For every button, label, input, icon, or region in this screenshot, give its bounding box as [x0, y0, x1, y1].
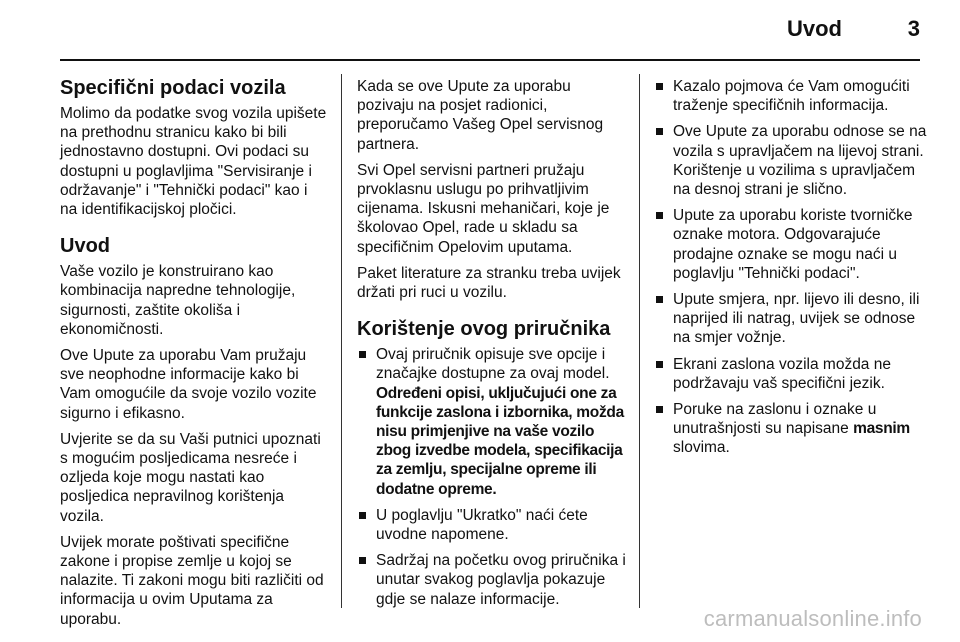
list-item-text: Ovaj priručnik opisuje sve opcije i značajke dostupne za ovaj model.	[376, 346, 610, 383]
list-item	[357, 551, 629, 609]
bullet-list	[654, 77, 929, 458]
watermark: carmanualsonline.info	[703, 606, 922, 631]
list-item	[654, 400, 929, 458]
paragraph: Uvijek morate poštivati specifične zakone i propise zemlje u kojoj se nalazite. Ti zakoni mogu biti različiti od informacija u ovim Uputama za uporabu.	[60, 533, 324, 628]
bullet-list	[357, 345, 629, 609]
bullet-square-icon	[656, 83, 663, 90]
list-item-bold-text: Određeni opisi, uključujući one za funkcije zaslona i izbornika, možda nisu primjenjive na vaše vozilo zbog izvedbe modela, specifikacija za zemlju, specijalne opreme ili dodatne opreme.	[376, 384, 624, 498]
column-3	[654, 77, 929, 465]
bullet-square-icon	[359, 351, 366, 358]
bullet-square-icon	[656, 361, 663, 368]
list-item	[654, 290, 929, 348]
list-item-text-end: slovima.	[673, 439, 730, 457]
paragraph: Vaše vozilo je konstruirano kao kombinacija napredne tehnologije, sigurnosti, zaštite okoliša i ekonomičnosti.	[60, 263, 296, 338]
paragraph: Ove Upute za uporabu Vam pružaju sve neophodne informacije kako bi Vam omogućile da svoje vozilo vozite sigurno i efikasno.	[60, 347, 317, 422]
header-rule	[60, 59, 920, 61]
column-divider-1	[341, 74, 342, 608]
list-item-text: Kazalo pojmova će Vam omogućiti traženje specifičnih informacija.	[673, 78, 910, 115]
list-item-text: U poglavlju "Ukratko" naći ćete uvodne napomene.	[376, 506, 588, 544]
list-item	[357, 345, 629, 499]
column-1	[60, 77, 328, 636]
list-item-bold-text: masnim	[853, 420, 910, 438]
paragraph: Kada se ove Upute za uporabu pozivaju na posjet radionici, preporučamo Vašeg Opel servisnog partnera.	[357, 78, 604, 153]
bullet-square-icon	[359, 512, 366, 519]
list-item-text: Sadržaj na početku ovog priručnika i unutar svakog poglavlja pokazuje gdje se nalaze informacije.	[376, 552, 626, 608]
list-item-text: Upute za uporabu koriste tvorničke oznake motora. Odgovarajuće prodajne oznake se mogu naći u poglavlju "Tehnički podaci".	[673, 207, 913, 282]
paragraph: Uvjerite se da su Vaši putnici upoznati s mogućim posljedicama nesreće i ozljeda koje mogu nastati kao posljedica nepravilnog korištenja vozila.	[60, 430, 321, 525]
list-item	[654, 77, 929, 115]
list-item-text: Upute smjera, npr. lijevo ili desno, ili naprijed ili natrag, uvijek se odnose na smjer vožnje.	[673, 291, 920, 347]
bullet-square-icon	[656, 212, 663, 219]
header-title: Uvod	[787, 16, 842, 41]
heading-using-manual: Korištenje ovog priručnika	[357, 318, 611, 341]
list-item-text: Poruke na zaslonu i oznake u unutrašnjosti su napisane	[673, 401, 877, 438]
list-item	[654, 206, 929, 283]
list-item-text: Ekrani zaslona vozila možda ne podržavaju vaš specifični jezik.	[673, 355, 891, 392]
bullet-square-icon	[656, 296, 663, 303]
list-item	[357, 506, 629, 544]
paragraph: Paket literature za stranku treba uvijek držati pri ruci u vozilu.	[357, 264, 621, 302]
bullet-square-icon	[359, 557, 366, 564]
bullet-square-icon	[656, 406, 663, 413]
heading-introduction: Uvod	[60, 235, 110, 258]
list-item-text: Ove Upute za uporabu odnose se na vozila s upravljačem na lijevoj strani. Korištenje u vozilima s upravljačem na desnoj strani je slično.	[673, 123, 927, 199]
paragraph: Molimo da podatke svog vozila upišete na prethodnu stranicu kako bi bili jednostavno dostupni. Ovi podaci su dostupni u poglavljima "Servisiranje i održavanje" i "Tehnički podaci" kao i na identifikacijskoj pločici.	[60, 105, 327, 219]
paragraph: Svi Opel servisni partneri pružaju prvoklasnu uslugu po prihvatljivim cijenama. Iskusni mehaničari, koje je školovao Opel, rade u skladu sa specifičnim Opelovim uputama.	[357, 161, 610, 256]
page-number: 3	[907, 16, 920, 41]
page-header	[0, 0, 960, 62]
bullet-square-icon	[656, 128, 663, 135]
column-divider-2	[639, 74, 640, 608]
heading-specific-vehicle-data: Specifični podaci vozila	[60, 77, 286, 99]
list-item	[654, 355, 929, 393]
list-item	[654, 122, 929, 199]
column-2	[357, 77, 629, 616]
